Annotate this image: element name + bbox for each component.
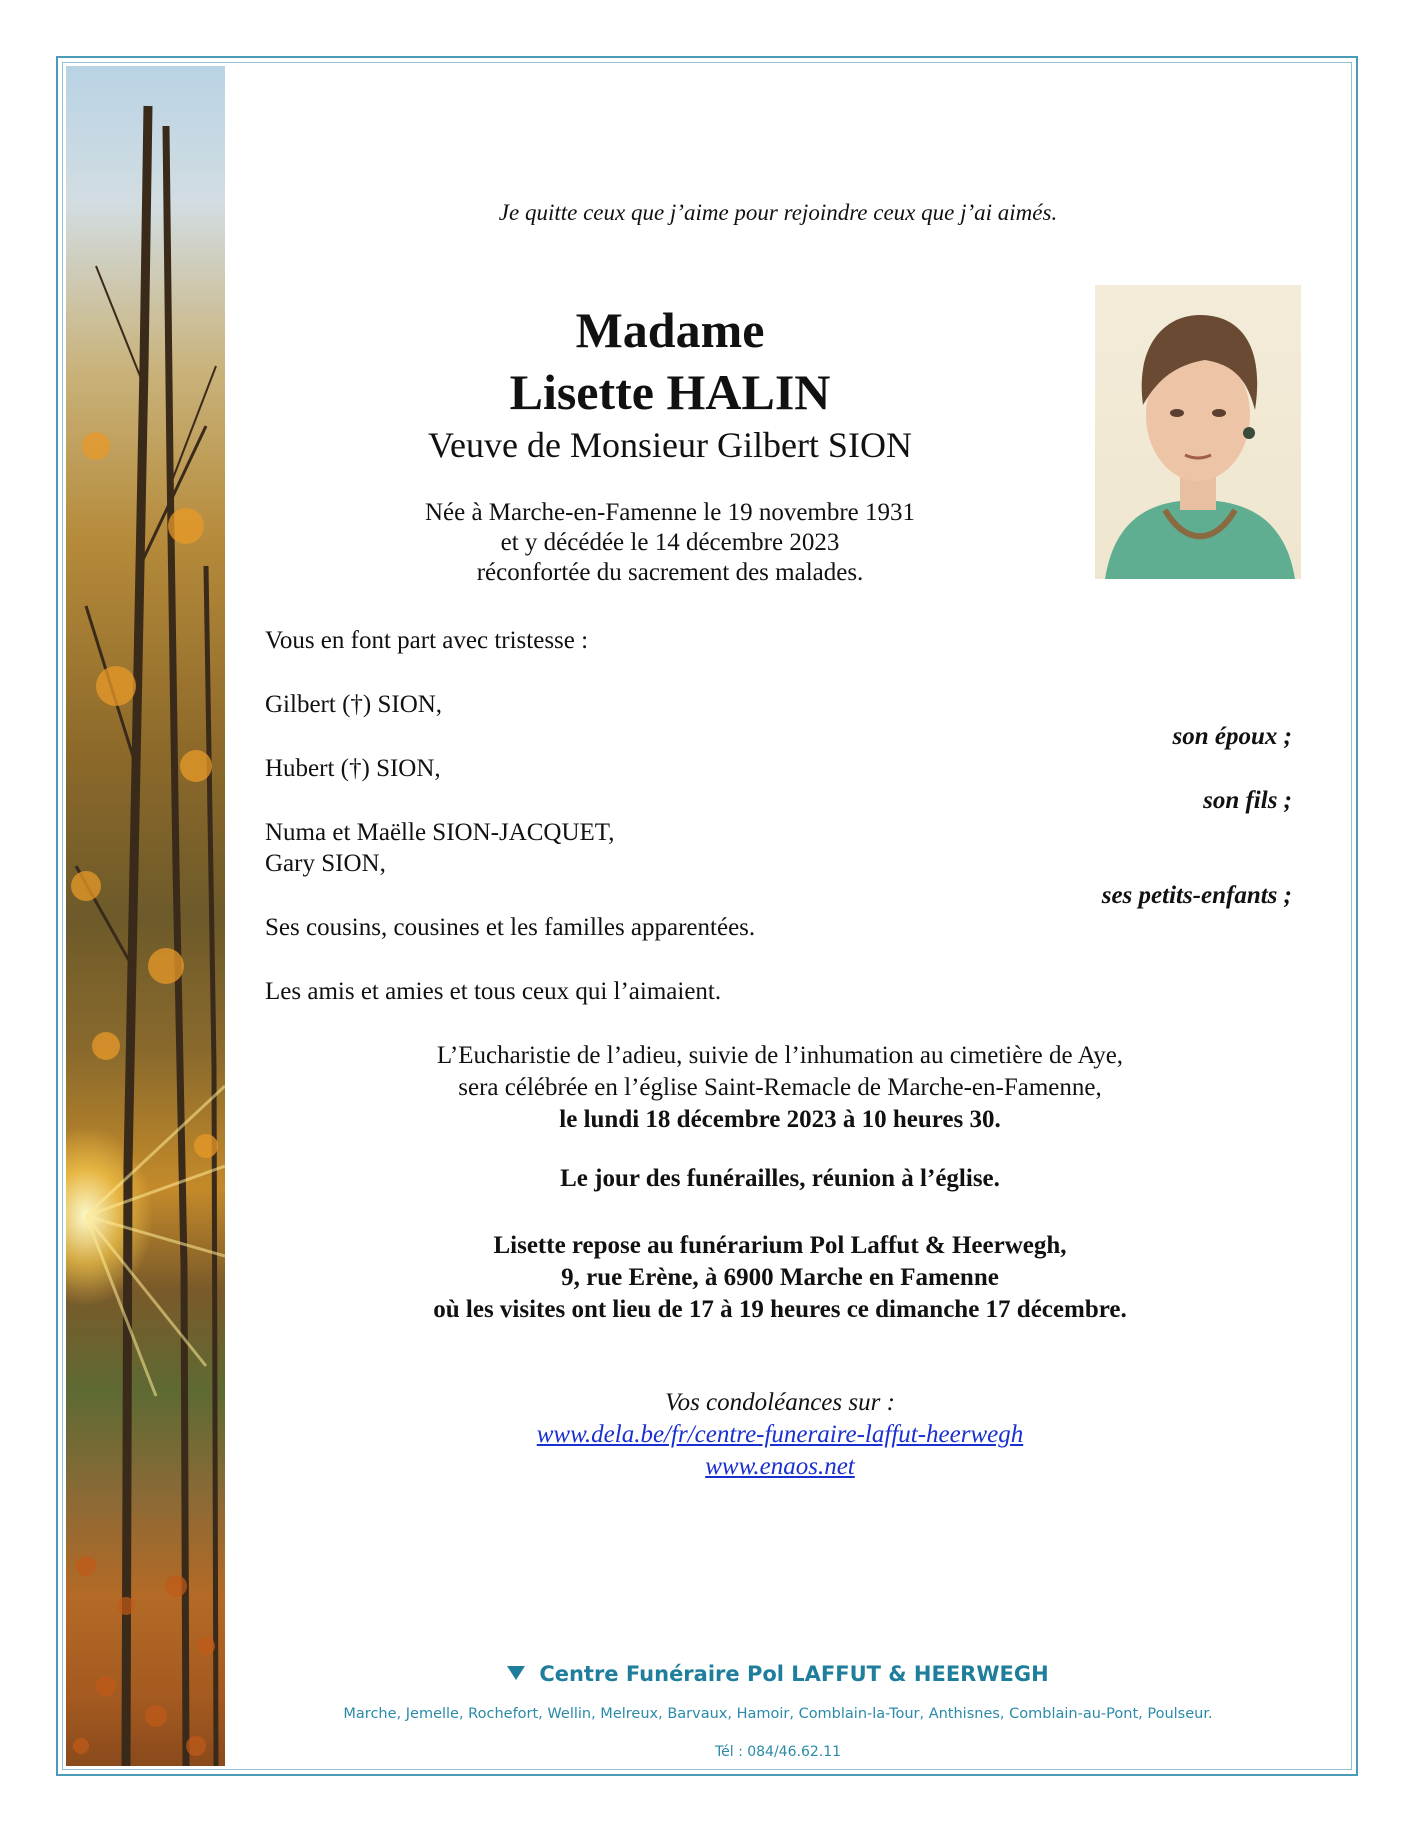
widow-of: Veuve de Monsieur Gilbert SION bbox=[428, 425, 912, 465]
condolences-label: Vos condoléances sur : bbox=[665, 1389, 895, 1416]
deceased-title: Madame bbox=[575, 302, 765, 358]
autumn-forest-image bbox=[66, 66, 225, 1766]
life-dates bbox=[260, 498, 1080, 588]
funeral-home-name-text: Centre Funéraire Pol LAFFUT & HEERWEGH bbox=[539, 1662, 1049, 1686]
visiting-hours: où les visites ont lieu de 17 à 19 heures ce dimanche 17 décembre. bbox=[433, 1296, 1127, 1323]
service-date: le lundi 18 décembre 2023 à 10 heures 30. bbox=[559, 1106, 1001, 1133]
meeting-info: Le jour des funérailles, réunion à l’église. bbox=[560, 1165, 1000, 1192]
condolences-link-enaos[interactable]: www.enaos.net bbox=[705, 1453, 855, 1480]
family-relation: son époux ; bbox=[1172, 723, 1292, 750]
sacrament-line: réconfortée du sacrement des malades. bbox=[476, 559, 864, 586]
other-mourners: Les amis et amies et tous ceux qui l’aimaient. bbox=[265, 978, 722, 1005]
condolences bbox=[330, 1387, 1230, 1483]
deceased-portrait bbox=[1095, 285, 1301, 579]
family-member-name: Gary SION, bbox=[265, 850, 386, 877]
funerarium-info bbox=[330, 1230, 1230, 1326]
service-line: L’Eucharistie de l’adieu, suivie de l’inhumation au cimetière de Aye, bbox=[436, 1042, 1124, 1069]
family-member-name: Numa et Maëlle SION-JACQUET, bbox=[265, 819, 615, 846]
condolences-link-dela[interactable]: www.dela.be/fr/centre-funeraire-laffut-heerwegh bbox=[536, 1421, 1024, 1448]
triangle-down-icon bbox=[507, 1666, 525, 1680]
birth-line: Née à Marche-en-Famenne le 19 novembre 1931 bbox=[424, 499, 916, 526]
deceased-name: Lisette HALIN bbox=[509, 364, 831, 420]
funeral-service bbox=[330, 1040, 1230, 1136]
funerarium-line: Lisette repose au funérarium Pol Laffut & Heerwegh, bbox=[493, 1232, 1067, 1259]
family-relation: son fils ; bbox=[1203, 787, 1292, 814]
funeral-home-towns: Marche, Jemelle, Rochefort, Wellin, Melreux, Barvaux, Hamoir, Comblain-la-Tour, Anthisnes, Comblain-au-Pont, Poulseur. bbox=[343, 1706, 1213, 1722]
family-member-name: Hubert (†) SION, bbox=[265, 755, 441, 782]
funeral-home-phone: Tél : 084/46.62.11 bbox=[714, 1744, 842, 1760]
funerarium-address: 9, rue Erène, à 6900 Marche en Famenne bbox=[561, 1264, 999, 1291]
funeral-home-name bbox=[230, 1662, 1326, 1686]
service-line: sera célébrée en l’église Saint-Remacle de Marche-en-Famenne, bbox=[458, 1074, 1102, 1101]
death-line: et y décédée le 14 décembre 2023 bbox=[500, 529, 840, 556]
announcement-intro: Vous en font part avec tristesse : bbox=[265, 627, 589, 654]
family-relation: ses petits-enfants ; bbox=[1101, 882, 1292, 909]
epigraph: Je quitte ceux que j’aime pour rejoindre ceux que j’ai aimés. bbox=[498, 200, 1058, 225]
other-mourners: Ses cousins, cousines et les familles apparentées. bbox=[265, 914, 756, 941]
family-member-name: Gilbert (†) SION, bbox=[265, 691, 443, 718]
